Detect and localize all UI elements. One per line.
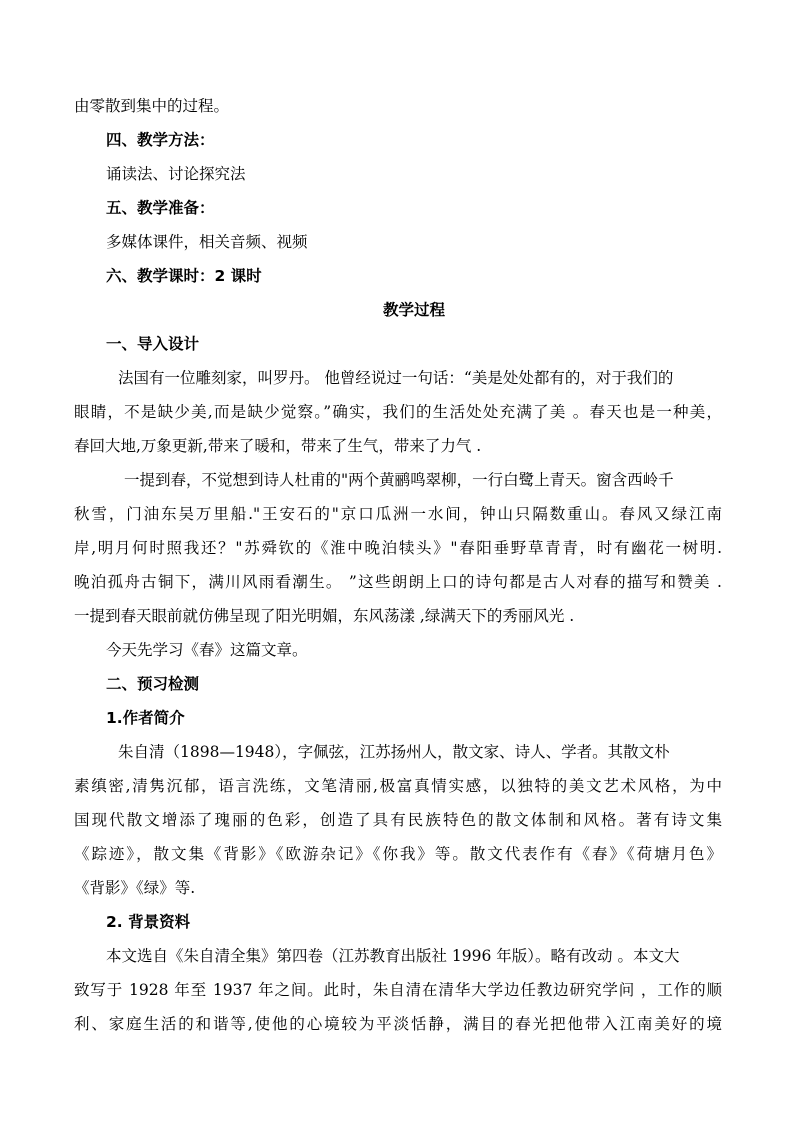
subheading-background: 2. 背景资料 xyxy=(106,913,191,931)
section-heading-class-hours: 六、教学课时：2 课时 xyxy=(106,267,262,285)
paragraph-line: 眼睛，不是缺少美,而是缺少觉察。”确实，我们的生活处处充满了美 。春天也是一种美， xyxy=(74,403,722,421)
paragraph-line: 晚泊孤舟古铜下，满川风雨看潮生。 ”这些朗朗上口的诗句都是古人对春的描写和赞美 . xyxy=(74,573,722,591)
paragraph-line: 《背影》《绿》等. xyxy=(74,879,196,897)
paragraph-line: 法国有一位雕刻家，叫罗丹。 他曾经说过一句话：“美是处处都有的，对于我们的 xyxy=(118,369,674,387)
paragraph-line: 诵读法、讨论探究法 xyxy=(106,165,246,183)
paragraph-line: 朱自清（1898—1948），字佩弦，江苏扬州人，散文家、诗人、学者。其散文朴 xyxy=(118,743,670,761)
paragraph-line: 利、家庭生活的和谐等,使他的心境较为平淡恬静，满目的春光把他带入江南美好的境 xyxy=(74,1015,722,1033)
paragraph-line: 由零散到集中的过程。 xyxy=(74,97,230,115)
paragraph-line: 一提到春天眼前就仿佛呈现了阳光明媚，东风荡漾 ,绿满天下的秀丽风光 . xyxy=(74,607,575,625)
paragraph-line: 国现代散文增添了瑰丽的色彩，创造了具有民族特色的散文体制和风格。著有诗文集 xyxy=(74,811,722,829)
section-heading-preparation: 五、教学准备： xyxy=(106,199,215,217)
section-heading-introduction: 一、导入设计 xyxy=(106,335,200,353)
subheading-author-profile: 1.作者简介 xyxy=(106,709,185,727)
paragraph-line: 本文选自《朱自清全集》第四卷（江苏教育出版社 1996 年版）。略有改动 。本文大 xyxy=(106,947,680,965)
page-title: 教学过程 xyxy=(382,301,445,319)
paragraph-line: 致写于 1928 年至 1937 年之间。此时，朱自清在清华大学边任教边研究学问 ，工作的顺 xyxy=(74,981,722,999)
paragraph-line: 多媒体课件，相关音频、视频 xyxy=(106,233,308,251)
paragraph-line: 岸,明月何时照我还？"苏舜钦的《淮中晚泊犊头》"春阳垂野草青青，时有幽花一树明. xyxy=(74,539,722,557)
paragraph-line: 秋雪，门油东吴万里船."王安石的"京口瓜洲一水间，钟山只隔数重山。春风又绿江南 xyxy=(74,505,722,523)
paragraph-line: 一提到春，不觉想到诗人杜甫的"两个黄鹂鸣翠柳，一行白鹭上青天。窗含西岭千 xyxy=(124,471,674,489)
paragraph-line: 今天先学习《春》这篇文章。 xyxy=(106,641,308,659)
paragraph-line: 素缜密,清隽沉郁，语言洗练，文笔清丽,极富真情实感，以独特的美文艺术风格，为中 xyxy=(74,777,722,795)
paragraph-line: 《踪迹》，散文集《背影》《欧游杂记》《你我》等。散文代表作有《春》《荷塘月色》 xyxy=(74,845,722,863)
section-heading-methods: 四、教学方法： xyxy=(106,131,215,149)
paragraph-line: 春回大地,万象更新,带来了暖和，带来了生气，带来了力气 . xyxy=(74,437,482,455)
section-heading-preview-check: 二、预习检测 xyxy=(106,675,200,693)
